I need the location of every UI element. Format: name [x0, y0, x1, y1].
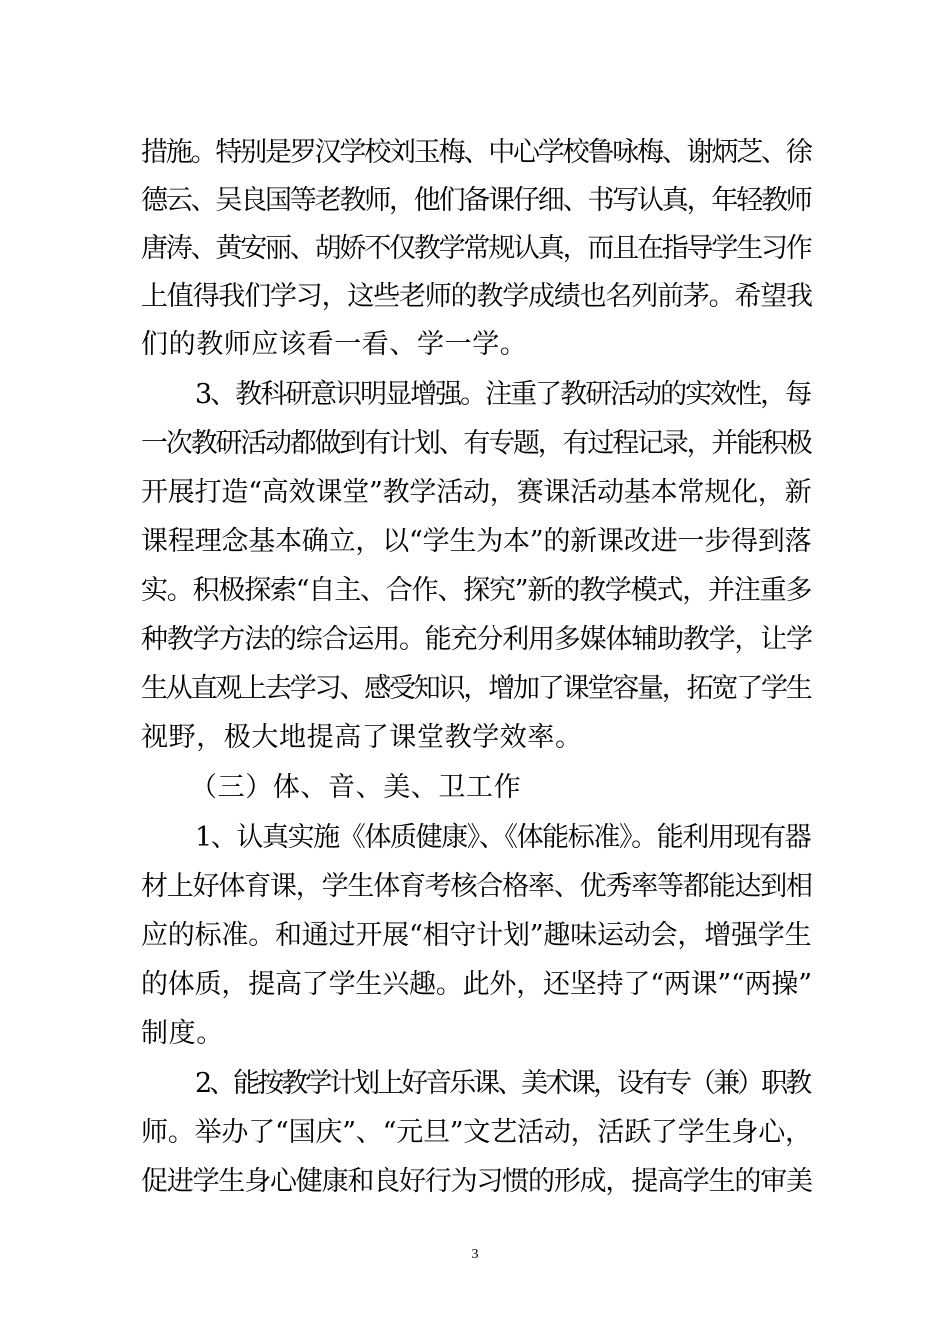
text-line: 措施。特别是罗汉学校刘玉梅、中心学校鲁咏梅、谢炳芝、徐 [141, 137, 811, 168]
text-line: 一次教研活动都做到有计划、有专题，有过程记录，并能积极 [141, 428, 811, 459]
text-line: 实。积极探索“自主、合作、探究”新的教学模式，并注重多 [141, 575, 812, 606]
paragraph-start-line: 2、能按教学计划上好音乐课、美术课，设有专（兼）职教 [195, 1068, 810, 1099]
text-line: 的体质，提高了学生兴趣。此外，还坚持了“两课”“两操” [141, 969, 812, 1000]
text-line: 视野，极大地提高了课堂教学效率。 [141, 722, 583, 753]
text-line: 唐涛、黄安丽、胡娇不仅教学常规认真，而且在指导学生习作 [141, 233, 811, 264]
text-line: 促进学生身心健康和良好行为习惯的形成，提高学生的审美 [141, 1166, 812, 1197]
text-line: 课程理念基本确立，以“学生为本”的新课改进一步得到落 [141, 526, 812, 557]
text-line: 生从直观上去学习、感受知识，增加了课堂容量，拓宽了学生 [141, 673, 811, 704]
text-line: 材上好体育课，学生体育考核合格率、优秀率等都能达到相 [141, 871, 812, 902]
text-line: 们的教师应该看一看、学一学。 [141, 329, 528, 360]
text-line: 制度。 [141, 1018, 224, 1049]
text-line: 师。举办了“国庆”、“元旦”文艺活动，活跃了学生身心， [141, 1117, 812, 1148]
paragraph-start-line: 1、认真实施《体质健康》、《体能标准》。能利用现有器 [195, 822, 811, 853]
page-number: 3 [471, 1247, 479, 1262]
section-heading: （三）体、音、美、卫工作 [190, 772, 522, 803]
text-line: 开展打造“高效课堂”教学活动，赛课活动基本常规化，新 [141, 477, 812, 508]
paragraph-start-line: 3、教科研意识明显增强。注重了教研活动的实效性，每 [195, 379, 811, 410]
text-line: 应的标准。和通过开展“相守计划”趣味运动会，增强学生 [141, 920, 812, 951]
text-line: 德云、吴良国等老教师，他们备课仔细、书写认真，年轻教师 [141, 185, 811, 216]
text-line: 种教学方法的综合运用。能充分利用多媒体辅助教学，让学 [141, 624, 812, 655]
text-line: 上值得我们学习，这些老师的教学成绩也名列前茅。希望我 [141, 281, 812, 312]
